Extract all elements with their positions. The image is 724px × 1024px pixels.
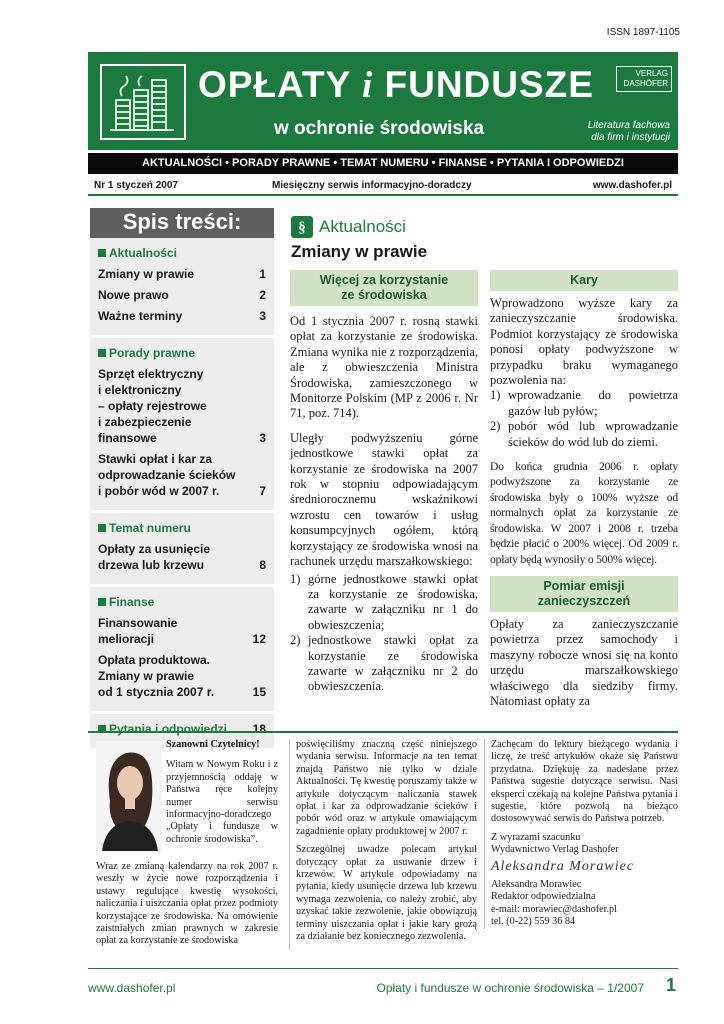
toc-section-title-text: Aktualności [109,246,178,260]
coin-stack-logo-icon [100,64,186,140]
toc-section-porady-prawne [90,338,274,513]
letter-greeting: Szanowni Czytelnicy! [166,739,260,750]
toc-item-page: 8 [259,558,266,572]
toc-item-page: 2 [259,288,266,302]
toc-item[interactable] [98,652,266,700]
toc-item-label: Ważne terminy [98,309,183,323]
toc-item-page: 18 [252,722,266,736]
toc-section-title [98,246,266,260]
article-column-1 [290,270,478,704]
toc-section-title-text: Porady prawne [109,346,196,360]
page-number: 1 [665,975,676,995]
paragraph: poświęciliśmy znaczną część niniejszego wydania serwisu. Informacje na ten temat znajdą Państwo nie tylko w dziale Aktualności. Tę kwestię poruszamy także w artykule dotyczącym naliczania stawek opłat i kar za odprowadzanie ścieków i pobór wód oraz w artykule omawiającym zagadnienie opłaty produktowej w 2007 r. [296,739,477,837]
paragraph: Uległy podwyższeniu górne jednostkowe stawki opłat za korzystanie ze środowiska na 2007 rok w stopniu odpowiadającym średniorocznemu wskaźnikowi wzrostu cen towarów i usług konsumpcyjnych ogółem, którą korzystający ze środowiska wnosi na rachunek urzędu marszałkowskiego: [290,430,478,569]
masthead-title [198,64,594,107]
closing-line: Z wyrazami szacunku [491,831,581,843]
list-text: górne jednostkowe stawki opłat za korzystanie ze środowiska, zawarte w załączniku nr 1 do obwieszczenia; [308,571,478,632]
paragraph: Witam w Nowym Roku i z przyjemnością oddaję w Państwa ręce kolejny numer serwisu informacyjno-doradczego „Opłaty i fundusze w ochronie środowiska”. [166,759,278,845]
paragraph: Do końca grudnia 2006 r. opłaty podwyższone za korzystanie ze środowiska były o 100% wyższe od normalnych opłat za korzystanie ze środowiska. W 2007 i 2008 r. trzeba będzie płacić o 200% więcej. Od 2009 r. opłaty będą wynosiły o 500% więcej. [490,460,678,566]
title-part2: FUNDUSZE [384,64,594,105]
ordered-list [290,572,478,695]
green-square-icon [98,524,106,532]
green-square-icon [98,249,106,257]
list-number: 2) [490,419,501,434]
toc-item-label: Stawki opłat i kar za odprowadzanie ścieków i pobór wód w 2007 r. [98,452,236,498]
editor-name: Aleksandra Morawiec [491,879,582,891]
list-number: 2) [290,633,301,648]
box-heading: Więcej za korzystanie ze środowiska [290,270,478,306]
list-text: pobór wód lub wprowadzanie ścieków do wód lub do ziemi. [508,419,678,449]
paragraph: Od 1 stycznia 2007 r. rosną stawki opłat za korzystanie ze środowiska. Zmiana wynika nie z rozporządzenia, ale z obwieszczenia Ministra Środowiska, zamieszczonego w Monitorze Polskim (MP z 2006 r. Nr 71, poz. 714). [290,314,478,421]
article-section-label [291,216,406,238]
letter-column-1-bottom [96,861,278,954]
publisher-logo [616,66,672,92]
toc-item[interactable] [98,287,266,303]
letter-column-2 [289,739,477,950]
toc-section-title-text: Pytania i odpowiedzi [109,722,228,736]
toc-item-page: 3 [259,431,266,445]
toc-item-label: Opłaty za usunięcie drzewa lub krzewu [98,542,211,572]
toc-section-temat-numeru [90,513,274,587]
closing-line: Wydawnictwo Verlag Dashofer [491,844,619,856]
editor-letter [88,731,678,956]
list-text: jednostkowe stawki opłat za korzystanie ze środowiska zawarte w załączniku nr 2 do obwieszczenia. [308,633,478,694]
footer-publication: Opłaty i fundusze w ochronie środowiska – 1/2007 [376,981,644,995]
paragraph: Szczególnej uwadze polecam artykuł dotyczący opłat za usuwanie drzew i krzewów. W artykule odpowiadamy na pytania, kiedy usunięcie drzewa lub krzewu wymaga zezwolenia, co należy zrobić, aby uzyskać takie zezwolenie, jakie obowiązują terminy uiszczania opłat i jakie kary grożą za działanie bez koniecznego zezwolenia. [296,844,477,943]
list-text: wprowadzanie do powietrza gazów lub pyłów; [508,388,678,418]
toc-item-page: 12 [252,632,266,646]
toc-item[interactable] [98,266,266,282]
issue-description: Miesięczny serwis informacyjno-doradczy [272,180,472,191]
paragraph: Opłaty za zanieczyszczanie powietrza przez samochody i maszyny robocze wnosi się na konto urzędu marszałkowskiego właściwego dla siedziby firmy. Natomiast opłaty za [490,616,678,708]
paragraph: Wprowadzono wyższe kary za zanieczyszczanie środowiska. Podmiot korzystający ze środowiska ponosi opłaty podwyższone w przypadku braku wymaganego pozwolenia na: [490,296,678,388]
tagline-line1: Literatura fachowa [587,120,670,131]
paragraph-sign-icon [291,216,313,238]
toc-item[interactable] [98,615,266,647]
tagline-line2: dla firm i instytucji [591,132,670,143]
issue-website: www.dashofer.pl [592,180,672,191]
toc-item-page: 1 [259,267,266,281]
article-column-2 [490,270,678,718]
list-number: 1) [290,571,301,586]
editor-phone: tel. (0-22) 559 36 84 [491,916,576,928]
footer-website[interactable]: www.dashofer.pl [88,981,176,995]
toc-section-title-text: Temat numeru [109,521,191,535]
paragraph: Zachęcam do lektury bieżącego wydania i liczę, że treść artykułów okaże się Państwu przydatna. Dziękuję za nadesłane przez Państwa sugestie dotyczące serwisu. Nasi eksperci czekają na kolejne Państwa pytania i sugestie, które pozwolą na bieżąco dostosowywać serwis do Państwa potrzeb. [491,739,678,825]
toc-heading: Spis treści: [90,208,274,238]
masthead [88,52,678,150]
publisher-line2: DASHÖFER [623,79,668,88]
masthead-subtitle: w ochronie środowiska [274,118,485,139]
page-footer [88,968,678,998]
handwritten-signature: Aleksandra Morawiec [491,858,635,874]
title-amp: i [361,65,374,106]
article-title: Zmiany w prawie [291,242,428,261]
svg-text:§: § [298,220,306,236]
table-of-contents [90,208,274,751]
box-heading: Pomiar emisji zanieczyszczeń [490,576,678,612]
issn-number: ISSN 1897-1105 [606,27,680,38]
editor-role: Redaktor odpowiedzialna [491,891,596,903]
toc-item-label: Opłata produktowa. Zmiany w prawie od 1 stycznia 2007 r. [98,653,215,699]
list-item [490,419,678,450]
toc-item-label: Finansowanie melioracji [98,616,178,646]
toc-item-page: 7 [259,484,266,498]
toc-item-page: 3 [259,309,266,323]
publisher-line1: VERLAG [635,69,668,78]
list-item [290,633,478,695]
letter-column-1-top [166,739,278,852]
issue-number: Nr 1 styczeń 2007 [94,180,178,191]
toc-item-label: Nowe prawo [98,288,169,302]
toc-section-finanse [90,587,274,714]
letter-column-3 [484,739,678,929]
list-item [490,388,678,419]
ordered-list [490,388,678,450]
editor-photo [96,741,162,851]
toc-item-label: Zmiany w prawie [98,267,195,281]
toc-section-title-text: Finanse [109,595,155,609]
list-number: 1) [490,388,501,403]
title-part1: OPŁATY [198,64,351,105]
toc-section-title [98,346,266,360]
toc-item-label: Sprzęt elektryczny i elektroniczny – opłaty rejestrowe i zabezpieczenie finansowe [98,367,207,445]
issue-bar [88,178,678,196]
green-square-icon [98,598,106,606]
section-navbar: AKTUALNOŚCI • PORADY PRAWNE • TEMAT NUMERU • FINANSE • PYTANIA I ODPOWIEDZI [88,153,678,174]
list-item [290,572,478,634]
tagline [588,120,670,144]
toc-section-title [98,521,266,535]
box-heading: Kary [490,270,678,291]
toc-item[interactable] [98,541,266,573]
paragraph: Wraz ze zmianą kalendarzy na rok 2007 r. weszły w życie nowe rozporządzenia i ustawy regulujące kwestię wysokości, naliczania i uiszczania opłat przez podmioty korzystające ze środowiska. Na omówienie zaistniałych zmian prawnych w zakresie opłat za korzystanie ze środowiska [96,861,278,947]
toc-item-page: 15 [252,685,266,699]
toc-section-aktualnosci [90,238,274,338]
green-square-icon [98,349,106,357]
toc-item[interactable] [98,308,266,324]
section-label-text: Aktualności [319,217,406,236]
toc-item[interactable] [98,451,266,499]
toc-item[interactable] [98,366,266,446]
editor-email[interactable]: e-mail: morawiec@dashofer.pl [491,903,617,915]
toc-section-title [98,595,266,609]
